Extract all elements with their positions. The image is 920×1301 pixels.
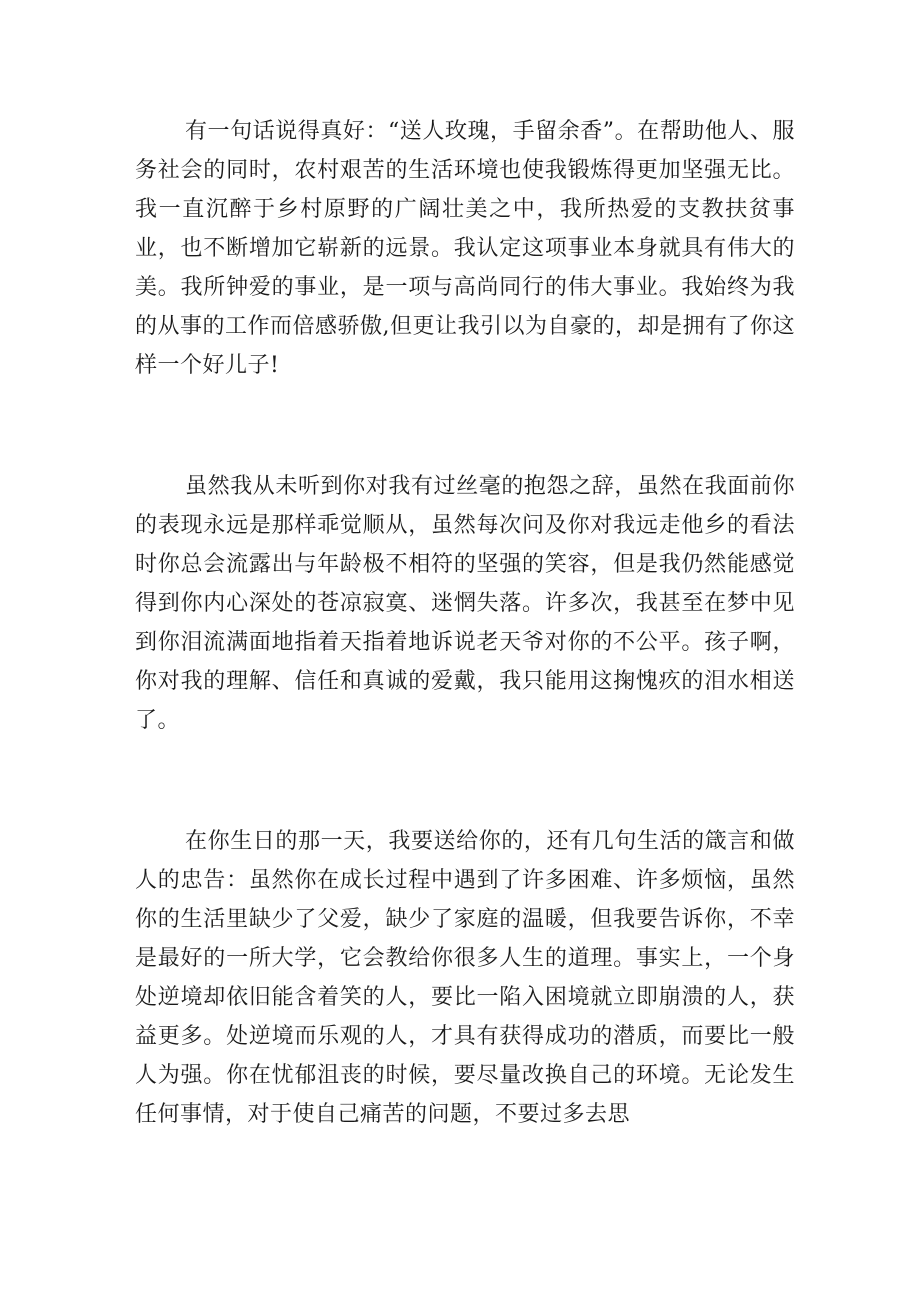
paragraph-birthday-advice: 在你生日的那一天，我要送给你的，还有几句生活的箴言和做人的忠告：虽然你在成长过程中遇到了许多困难、许多烦恼，虽然你的生活里缺少了父爱，缺少了家庭的温暖，但我要告诉你，不幸是最好的一所大学，它会教给你很多人生的道理。事实上，一个身处逆境却依旧能含着笑的人，要比一陷入困境就立即崩溃的人，获益更多。处逆境而乐观的人，才具有获得成功的潜质，而要比一般人为强。你在忧郁沮丧的时候，要尽量改换自己的环境。无论发生任何事情，对于使自己痛苦的问题，不要过多去思 — [135, 829, 795, 1127]
paragraph-roses: 有一句话说得真好：“送人玫瑰，手留余香”。在帮助他人、服务社会的同时，农村艰苦的生活环境也使我锻炼得更加坚强无比。我一直沉醉于乡村原野的广阔壮美之中，我所热爱的支教扶贫事业，也不断增加它崭新的远景。我认定这项事业本身就具有伟大的美。我所钟爱的事业，是一项与高尚同行的伟大事业。我始终为我的从事的工作而倍感骄傲,但更让我引以为自豪的，却是拥有了你这样一个好儿子! — [135, 119, 795, 378]
paragraph-feelings: 虽然我从未听到你对我有过丝毫的抱怨之辞，虽然在我面前你的表现永远是那样乖觉顺从，虽然每次问及你对我远走他乡的看法时你总会流露出与年龄极不相符的坚强的笑容，但是我仍然能感觉得到你内心深处的苍凉寂寞、迷惘失落。许多次，我甚至在梦中见到你泪流满面地指着天指着地诉说老天爷对你的不公平。孩子啊，你对我的理解、信任和真诚的爱戴，我只能用这掬愧疚的泪水相送了。 — [135, 474, 795, 733]
